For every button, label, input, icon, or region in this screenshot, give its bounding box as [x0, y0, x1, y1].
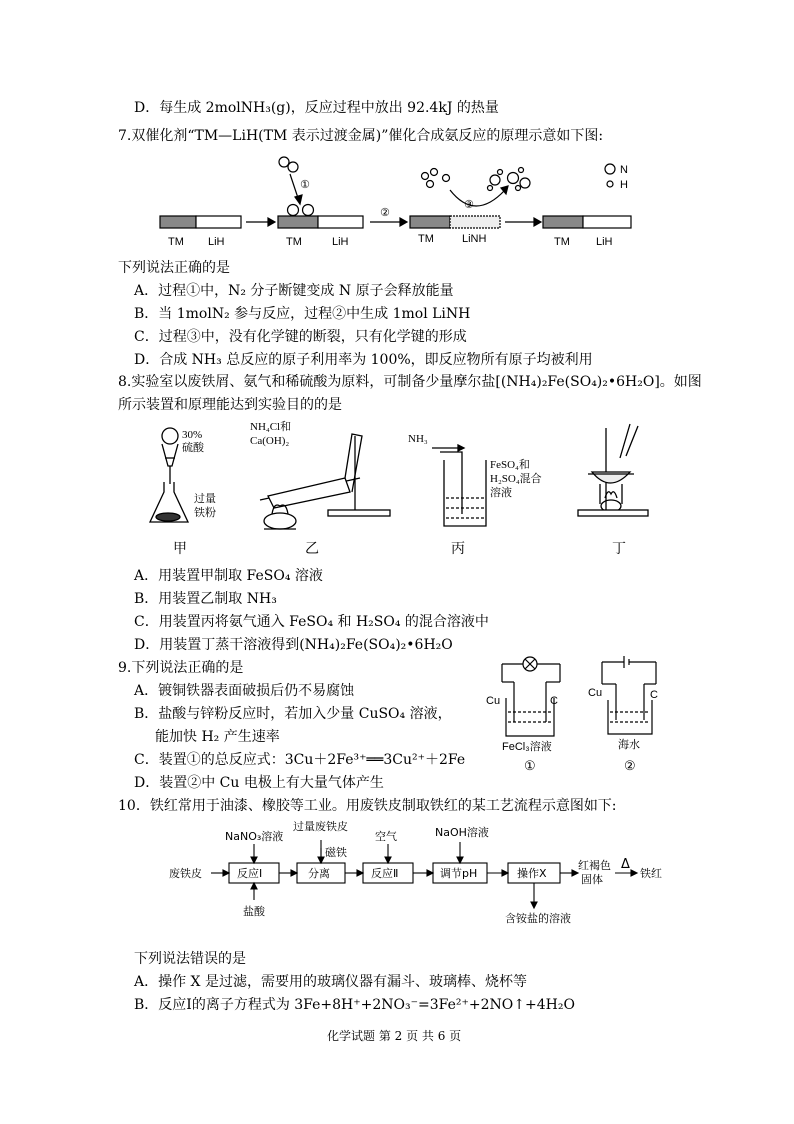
flow-naoh: NaOH溶液 — [435, 826, 489, 839]
q7-label-tm-3: TM — [418, 233, 434, 245]
q8-jia-acid-name: 硫酸 — [182, 442, 204, 454]
flow-air: 空气 — [375, 830, 397, 843]
flow-red-1: 红褐色 — [578, 859, 611, 872]
q7-label-lih-1: LiH — [208, 236, 225, 248]
q8-option-d: D．用装置丁蒸干溶液得到(NH₄)₂Fe(SO₄)₂•6H₂O — [134, 637, 453, 653]
q8-label-jia: 甲 — [173, 541, 187, 557]
q8-label-ding: 丁 — [612, 541, 626, 557]
q7-label-linh: LiNH — [462, 233, 487, 245]
flow-excess-fe: 过量废铁皮 — [293, 820, 348, 833]
q8-jia-fe-excess: 过量 — [194, 493, 216, 505]
q8-yi-reagent-1: NH₄Cl和 — [250, 421, 292, 433]
q8-jia-fe-name: 铁粉 — [194, 507, 216, 519]
q8-label-yi: 乙 — [305, 541, 319, 557]
flow-end: 铁红 — [640, 867, 662, 880]
flow-opx-label: 操作X — [517, 867, 547, 880]
flow-r2-label: 反应Ⅱ — [371, 867, 399, 880]
q8-label-bing: 丙 — [451, 541, 465, 557]
q7-option-a: A．过程①中，N₂ 分子断键变成 N 原子会释放能量 — [134, 283, 454, 299]
flow-start: 废铁皮 — [169, 867, 202, 880]
q7-legend-h: H — [620, 179, 628, 191]
q8-option-b: B．用装置乙制取 NH₃ — [134, 591, 277, 607]
q9-dev2-solution: 海水 — [618, 739, 640, 751]
q8-stem-line2: 所示装置和原理能达到实验目的的是 — [118, 397, 342, 413]
q7-prompt: 下列说法正确的是 — [118, 260, 230, 276]
q7-option-c: C．过程③中，没有化学键的断裂，只有化学键的形成 — [134, 329, 467, 345]
flow-sep-label: 分离 — [308, 867, 330, 880]
q9-option-a: A．镀铜铁器表面破损后仍不易腐蚀 — [134, 683, 355, 699]
q7-label-lih-2: LiH — [332, 236, 349, 248]
q9-dev1-cu: Cu — [486, 695, 501, 707]
flow-delta: Δ — [621, 857, 630, 872]
q9-dev2-cu: Cu — [588, 687, 603, 699]
q9-cell-diagram — [484, 652, 674, 774]
flow-filtrate: 含铵盐的溶液 — [505, 912, 571, 925]
q8-stem-line1: 8.实验室以废铁屑、氨气和稀硫酸为原料，可制备少量摩尔盐[(NH₄)₂Fe(SO₄)₂•6H₂O]。如图 — [118, 374, 702, 390]
q9-option-d: D．装置②中 Cu 电极上有大量气体产生 — [134, 775, 384, 791]
q9-option-b-line1: B．盐酸与锌粉反应时，若加入少量 CuSO₄ 溶液， — [134, 706, 452, 722]
q8-bing-sol-3: 溶液 — [490, 487, 512, 499]
q7-label-lih-4: LiH — [596, 236, 613, 248]
q9-option-c: C．装置①的总反应式：3Cu＋2Fe³⁺══3Cu²⁺＋2Fe — [134, 752, 466, 768]
q9-dev2-number: ② — [624, 758, 636, 773]
q7-stem: 7.双催化剂“TM—LiH(TM 表示过渡金属)”催化合成氨反应的原理示意如下图: — [118, 128, 604, 144]
q8-option-a: A．用装置甲制取 FeSO₄ 溶液 — [134, 568, 323, 584]
q7-catalysis-diagram — [150, 150, 670, 250]
flow-nano3: NaNO₃溶液 — [225, 830, 284, 843]
flow-red-2: 固体 — [581, 873, 603, 886]
q7-label-tm-2: TM — [286, 236, 302, 248]
flow-magnetite: 磁铁 — [325, 846, 347, 859]
q7-label-tm-1: TM — [168, 236, 184, 248]
q9-stem: 9.下列说法正确的是 — [118, 660, 244, 676]
q8-bing-gas: NH₃ — [408, 433, 428, 445]
q7-step1-label: ① — [300, 179, 310, 191]
q6-option-d: D．每生成 2molNH₃(g)，反应过程中放出 92.4kJ 的热量 — [134, 100, 499, 116]
q7-label-tm-4: TM — [554, 236, 570, 248]
q8-option-c: C．用装置丙将氨气通入 FeSO₄ 和 H₂SO₄ 的混合溶液中 — [134, 614, 489, 630]
flow-r1-label: 反应Ⅰ — [237, 867, 263, 880]
q9-option-b-line2: 能加快 H₂ 产生速率 — [155, 729, 280, 745]
page-footer: 化学试题 第 2 页 共 6 页 — [327, 1029, 462, 1043]
q9-dev1-number: ① — [524, 758, 536, 773]
q10-stem: 10．铁红常用于油漆、橡胶等工业。用废铁皮制取铁红的某工艺流程示意图如下: — [118, 798, 617, 814]
q9-dev1-c: C — [550, 695, 558, 707]
q10-option-a: A．操作 X 是过滤，需要用的玻璃仪器有漏斗、玻璃棒、烧杯等 — [134, 974, 527, 990]
q7-legend-n: N — [620, 164, 628, 176]
q7-option-b: B．当 1molN₂ 参与反应，过程②中生成 1mol LiNH — [134, 306, 471, 322]
q7-option-d: D．合成 NH₃ 总反应的原子利用率为 100%，即反应物所有原子均被利用 — [134, 352, 593, 368]
q9-dev2-c: C — [650, 689, 658, 701]
q10-option-b: B．反应Ⅰ的离子方程式为 3Fe+8H⁺+2NO₃⁻=3Fe²⁺+2NO↑+4H₂O — [134, 997, 575, 1013]
q7-step3-label: ③ — [464, 199, 474, 211]
q10-flowchart — [165, 818, 685, 933]
q8-bing-sol-1: FeSO₄和 — [490, 459, 530, 471]
q8-bing-sol-2: H₂SO₄混合 — [490, 473, 542, 485]
q8-yi-reagent-2: Ca(OH)₂ — [250, 435, 290, 447]
q8-apparatus-diagram — [140, 418, 670, 538]
q8-jia-acid-pct: 30% — [182, 429, 203, 441]
flow-hcl: 盐酸 — [243, 905, 265, 918]
q10-prompt: 下列说法错误的是 — [134, 951, 246, 967]
q7-step2-label: ② — [380, 207, 390, 219]
q9-dev1-solution: FeCl₃溶液 — [502, 741, 552, 753]
flow-ph-label: 调节pH — [440, 867, 478, 880]
